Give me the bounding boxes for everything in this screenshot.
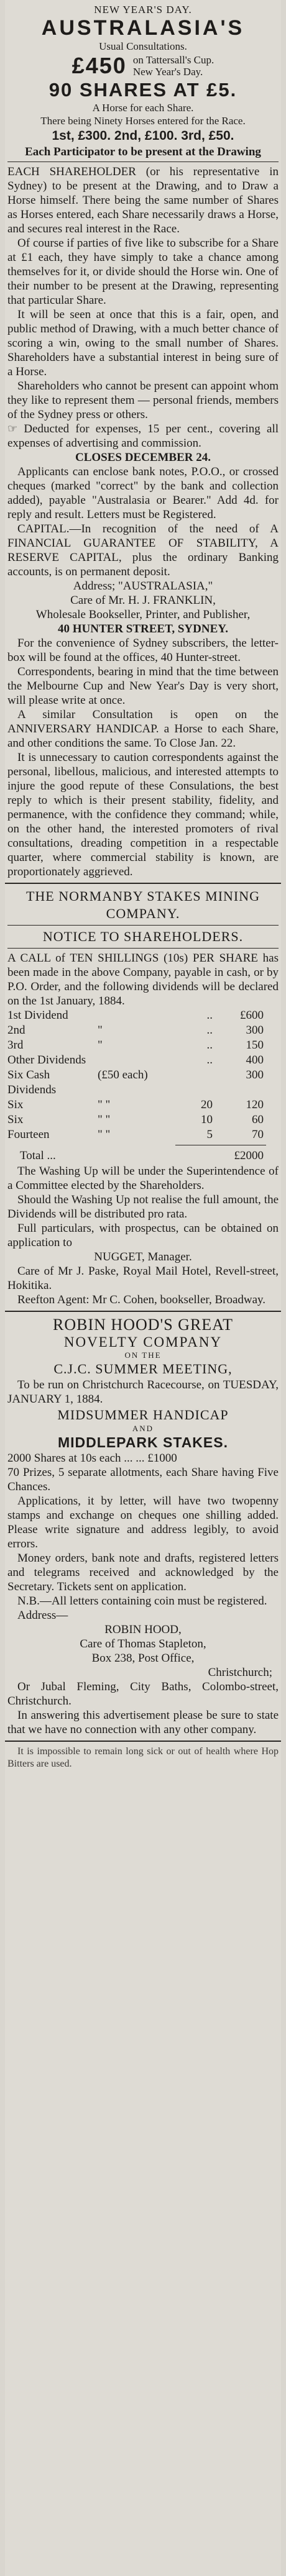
table-row <box>7 1038 279 1053</box>
horse-line: A Horse for each Share. <box>92 102 194 114</box>
dividend-amount: 120 <box>246 1098 264 1111</box>
dividend-each: 5 <box>206 1128 213 1141</box>
pointing-hand-icon: ☞ <box>7 422 18 435</box>
newspaper-page <box>5 0 281 2576</box>
paragraph: It will be seen at once that this is a fair, open, and public method of Drawing, with a much better chance of scoring a win, owing to the small number of Shares. Shareholders have a substantial interest in being sure of a Horse. <box>7 308 279 378</box>
section-divider <box>5 1741 281 1742</box>
paragraph: Should the Washing Up not realise the full amount, the Dividends will be distributed pro rata. <box>7 1193 279 1221</box>
normanby-title: THE NORMANBY STAKES MINING COMPANY. <box>25 888 261 921</box>
dividend-table <box>7 1008 279 1164</box>
dividend-qty: " " <box>98 1098 111 1111</box>
manager-line: NUGGET, Manager. <box>94 1250 192 1263</box>
care-of-line: Care of Mr J. Paske, Royal Mail Hotel, Revell-street, Hokitika. <box>7 1265 279 1292</box>
dividend-each <box>157 1068 213 1098</box>
dividend-amount: 150 <box>246 1039 264 1052</box>
paragraph: Of course if parties of five like to subscribe for a Share at £1 each, they have simply to take a chance among themselves for it, or divide should the Horse win. One of their number to be present at the Drawing, representing that particular Share. <box>7 237 279 307</box>
paragraph: Full particulars, with prospectus, can be obtained on application to <box>7 1222 279 1249</box>
prize-list: 1st, £300. 2nd, £100. 3rd, £50. <box>52 129 234 143</box>
table-row <box>7 1008 279 1023</box>
dividend-qty: " <box>98 1024 103 1037</box>
dividend-name: Six <box>7 1113 24 1126</box>
dividend-each: 10 <box>201 1113 213 1126</box>
paragraph: A CALL of TEN SHILLINGS (10s) PER SHARE has been made in the above Company, payable in cash, or by P.O. Order, and the following dividends will be declared on the 1st January, 1884. <box>7 952 279 1008</box>
dividend-qty <box>98 1053 157 1068</box>
paragraph: Money orders, bank note and drafts, registered letters and telegrams received and acknowledged by the Secretary. Tickets sent on application. <box>7 1552 279 1593</box>
closes-line: CLOSES DECEMBER 24. <box>75 451 211 464</box>
dividend-qty: (£50 each) <box>98 1068 148 1081</box>
publisher-line: Wholesale Bookseller, Printer, and Publisher, <box>35 608 251 621</box>
total-label: Total ... <box>20 1149 56 1162</box>
paragraph: Applications, it by letter, will have two twopenny stamps and exchange on cheques one shilling added. Please write signature and address legibly, to avoid errors. <box>7 1495 279 1550</box>
dividend-name: Fourteen <box>7 1128 50 1141</box>
section-divider <box>5 883 281 884</box>
box-line: Box 238, Post Office, <box>91 1652 195 1665</box>
care-of-line: Care of Mr. H. J. FRANKLIN, <box>70 594 216 607</box>
australasia-subtitle: Usual Consultations. <box>99 40 187 52</box>
paragraph: In answering this advertisement please be sure to state that we have no connection with any other company. <box>7 1709 279 1736</box>
dividend-amount: 70 <box>252 1128 264 1141</box>
prizes-line: 70 Prizes, 5 separate allotments, each Share having Five Chances. <box>7 1466 279 1493</box>
section-divider <box>5 1311 281 1312</box>
care-of-line: Care of Thomas Stapleton, <box>80 1637 206 1650</box>
midsummer-line: MIDSUMMER HANDICAP <box>57 1407 229 1422</box>
paragraph: Shareholders who cannot be present can appoint whom they like to represent them — personal friends, members of the Sydney press or others. <box>7 380 279 421</box>
dividend-qty <box>98 1008 157 1023</box>
dividend-qty: " " <box>98 1128 111 1141</box>
table-row <box>7 1098 279 1113</box>
and-line: AND <box>132 1424 154 1433</box>
total-row <box>7 1148 279 1164</box>
dividend-name: 1st Dividend <box>7 1009 68 1022</box>
dividend-name: 3rd <box>7 1039 24 1052</box>
dividend-each: .. <box>206 1039 213 1052</box>
dividend-qty: " <box>98 1039 103 1052</box>
dividend-each: 20 <box>201 1098 213 1111</box>
table-row <box>7 1053 279 1068</box>
table-row <box>7 1023 279 1038</box>
dividend-each: .. <box>206 1024 213 1037</box>
table-row <box>7 1068 279 1098</box>
paragraph: Correspondents, bearing in mind that the time between the Melbourne Cup and New Year's Day is very short, will please write at once. <box>7 665 279 707</box>
paragraph: For the convenience of Sydney subscribers, the letter-box will be found at the offices, 40 Hunter-street. <box>7 637 279 664</box>
total-value: £2000 <box>234 1149 264 1162</box>
divider <box>7 925 279 926</box>
robin-company: NOVELTY COMPANY <box>63 1334 223 1350</box>
dividend-name: Six Cash Dividends <box>7 1068 57 1096</box>
dividend-amount: 300 <box>246 1068 264 1081</box>
middlepark-line: MIDDLEPARK STAKES. <box>58 1434 228 1450</box>
dividend-amount: 60 <box>252 1113 264 1126</box>
meeting-line: C.J.C. SUMMER MEETING, <box>53 1361 233 1377</box>
dividend-amount: £600 <box>240 1009 264 1022</box>
paragraph: EACH SHAREHOLDER (or his representative in Sydney) to be present at the Drawing, and to Draw a Horse himself. There being the same number of Shares as Horses entered, each Share necessarily draws a Horse, and secures real interest in the Race. <box>7 165 279 235</box>
paragraph-expenses <box>7 422 279 450</box>
street-line: 40 HUNTER STREET, SYDNEY. <box>58 622 228 635</box>
australasia-title: AUSTRALASIA'S <box>41 16 245 40</box>
paragraph: It is unnecessary to caution correspondents against the personal, libellous, malicious, and interested attempts to injure the good repute of these Consulations, the best reply to which is their present stability, fidelity, and permanence, with the confidence they command; while, on the other hand, the interested promoters of rival consultations, dreading competition in a respectable quarter, where commercial stability is known, are proportionately aggrieved. <box>7 751 279 878</box>
prize-amount: £450 <box>72 53 127 78</box>
dividend-qty: " " <box>98 1113 111 1126</box>
ninety-line: There being Ninety Horses entered for the Race. <box>40 115 246 127</box>
robin-title: ROBIN HOOD'S GREAT <box>53 1316 233 1334</box>
new-year-heading: NEW YEAR'S DAY. <box>94 4 192 16</box>
robin-hood-advert <box>5 1316 281 1737</box>
dividend-amount: 300 <box>246 1024 264 1037</box>
dividend-name: 2nd <box>7 1024 25 1037</box>
paragraph: CAPITAL.—In recognition of the need of A FINANCIAL GUARANTEE OF STABILITY, A RESERVE CAPITAL, plus the ordinary Banking accounts, is on permanent deposit. <box>7 522 279 578</box>
paragraph: Applicants can enclose bank notes, P.O.O., or crossed cheques (marked "correct" by the bank and collection added), payable "Australasia or Bearer." Add 4d. for reply and result. Letters must be Registered. <box>7 465 279 521</box>
on-the-line: ON THE <box>124 1350 162 1360</box>
expenses-text: Deducted for expenses, 15 per cent., covering all expenses of advertising and commission. <box>7 422 279 450</box>
dividend-each: .. <box>206 1054 213 1067</box>
address-label: Address— <box>17 1609 68 1622</box>
paragraph: To be run on Christchurch Racecourse, on TUESDAY, JANUARY 1, 1884. <box>7 1378 279 1406</box>
footer-note: It is impossible to remain long sick or out of health where Hop Bitters are used. <box>7 1746 279 1769</box>
amount-side-line-1: on Tattersall's Cup. <box>132 54 214 66</box>
paragraph: A similar Consultation is open on the ANNIVERSARY HANDICAP. a Horse to each Share, and other conditions the same. To Close Jan. 22. <box>7 708 279 750</box>
dividend-amount: 400 <box>246 1054 264 1067</box>
notice-heading: NOTICE TO SHAREHOLDERS. <box>42 929 244 944</box>
table-row <box>7 1127 279 1142</box>
paragraph: The Washing Up will be under the Superintendence of a Committee elected by the Shareholders. <box>7 1165 279 1192</box>
dividend-name: Six <box>7 1098 24 1111</box>
dividend-name: Other Dividends <box>7 1054 86 1067</box>
robin-name: ROBIN HOOD, <box>104 1623 182 1636</box>
shares-line: 2000 Shares at 10s each ... ... £1000 <box>7 1452 177 1465</box>
present-line: Each Participator to be present at the Drawing <box>25 145 261 158</box>
address-label: Address; "AUSTRALASIA," <box>73 580 213 593</box>
normanby-advert <box>5 888 281 1307</box>
table-row <box>7 1113 279 1127</box>
amount-side <box>133 54 214 78</box>
amount-side-line-2: New Year's Day. <box>132 66 203 78</box>
australasia-advert <box>5 0 281 879</box>
dividend-each: .. <box>206 1009 213 1022</box>
city-line: Christchurch; <box>208 1666 272 1679</box>
shares-heading: 90 SHARES AT £5. <box>48 79 238 101</box>
reefton-agent: Reefton Agent: Mr C. Cohen, bookseller, Broadway. <box>17 1293 266 1306</box>
amount-row <box>7 53 279 79</box>
divider <box>7 948 279 949</box>
paragraph: N.B.—All letters containing coin must be registered. <box>17 1595 267 1608</box>
paragraph: Or Jubal Fleming, City Baths, Colombo-street, Christchurch. <box>7 1680 279 1708</box>
